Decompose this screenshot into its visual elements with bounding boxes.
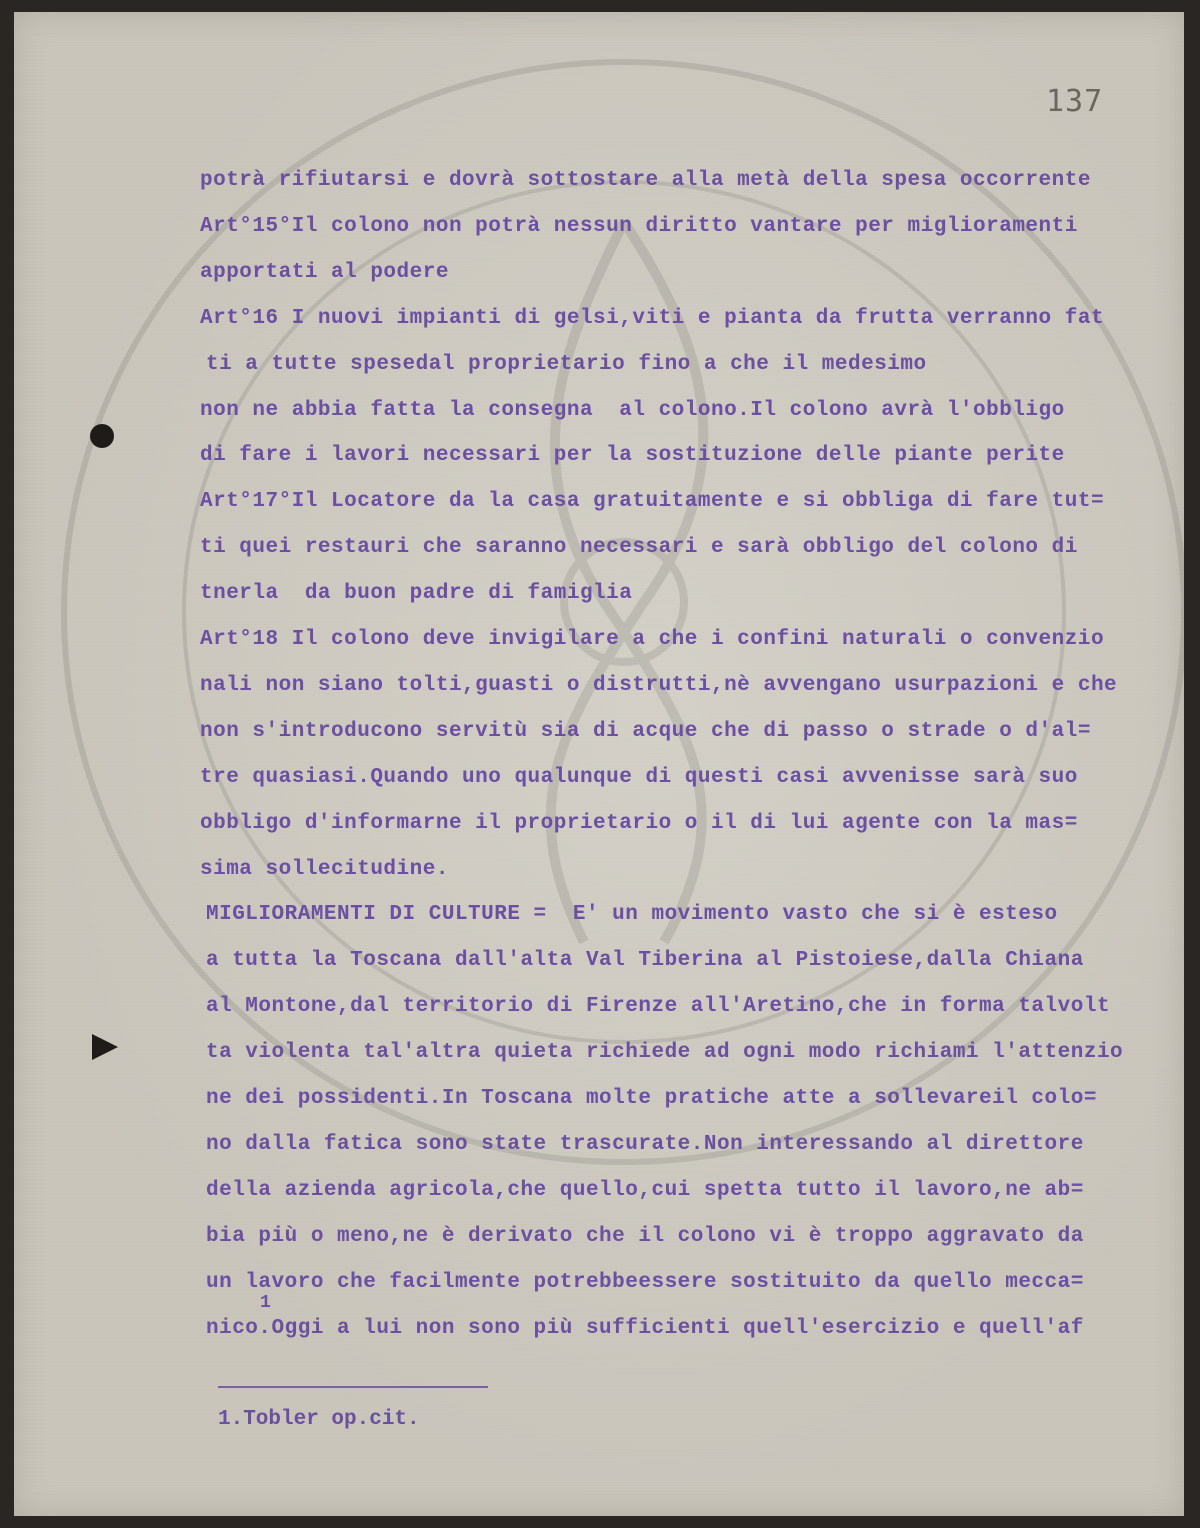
text-line: nali non siano tolti,guasti o distrutti,nè avvengano usurpazioni e che	[200, 674, 1118, 697]
text-line: tnerla da buon padre di famiglia	[200, 582, 633, 605]
text-line: della azienda agricola,che quello,cui spetta tutto il lavoro,ne ab=	[206, 1179, 1084, 1202]
text-line: obbligo d'informarne il proprietario o il di lui agente con la mas=	[200, 812, 1078, 835]
text-line: un lavoro che facilmente potrebbeessere sostituito da quello mecca=	[206, 1271, 1084, 1294]
text-line: non ne abbia fatta la consegna al colono.Il colono avrà l'obbligo	[200, 399, 1065, 422]
text-line: tre quasiasi.Quando uno qualunque di questi casi avvenisse sarà suo	[200, 766, 1078, 789]
text-line: di fare i lavori necessari per la sostituzione delle piante perite	[200, 444, 1065, 467]
text-line: a tutta la Toscana dall'alta Val Tiberina al Pistoiese,dalla Chiana	[206, 949, 1084, 972]
footnote-marker: 1	[260, 1293, 272, 1313]
text-line: MIGLIORAMENTI DI CULTURE = E' un movimento vasto che si è esteso	[206, 903, 1058, 926]
text-line: no dalla fatica sono state trascurate.Non interessando al direttore	[206, 1133, 1084, 1156]
page-number: 137	[1046, 84, 1104, 119]
text-line: Art°15°Il colono non potrà nessun diritto vantare per miglioramenti	[200, 215, 1078, 238]
text-line: Art°16 I nuovi impianti di gelsi,viti e pianta da frutta verranno fat	[200, 307, 1105, 330]
text-line: ti quei restauri che saranno necessari e sarà obbligo del colono di	[200, 536, 1078, 559]
text-line: Art°17°Il Locatore da la casa gratuitamente e si obbliga di fare tut=	[200, 490, 1105, 513]
footnote-separator	[218, 1386, 488, 1388]
text-line: nico.Oggi a lui non sono più sufficienti quell'esercizio e quell'af	[206, 1317, 1084, 1340]
text-line: ti a tutte spesedal proprietario fino a che il medesimo	[206, 353, 927, 376]
footnote: 1.Tobler op.cit.	[218, 1408, 420, 1431]
text-line: al Montone,dal territorio di Firenze all'Aretino,che in forma talvolt	[206, 995, 1111, 1018]
text-line: Art°18 Il colono deve invigilare a che i confini naturali o convenzio	[200, 628, 1105, 651]
text-line: potrà rifiutarsi e dovrà sottostare alla metà della spesa occorrente	[200, 169, 1091, 192]
text-line: ta violenta tal'altra quieta richiede ad ogni modo richiami l'attenzio	[206, 1041, 1124, 1064]
punch-hole	[90, 424, 114, 448]
text-line: non s'introducono servitù sia di acque che di passo o strade o d'al=	[200, 720, 1091, 743]
text-line: bia più o meno,ne è derivato che il colono vi è troppo aggravato da	[206, 1225, 1084, 1248]
text-line: ne dei possidenti.In Toscana molte pratiche atte a sollevareil colo=	[206, 1087, 1097, 1110]
document-page	[14, 12, 1184, 1516]
punch-hole	[92, 1034, 118, 1060]
text-line: apportati al podere	[200, 261, 449, 284]
text-line: sima sollecitudine.	[200, 858, 449, 881]
